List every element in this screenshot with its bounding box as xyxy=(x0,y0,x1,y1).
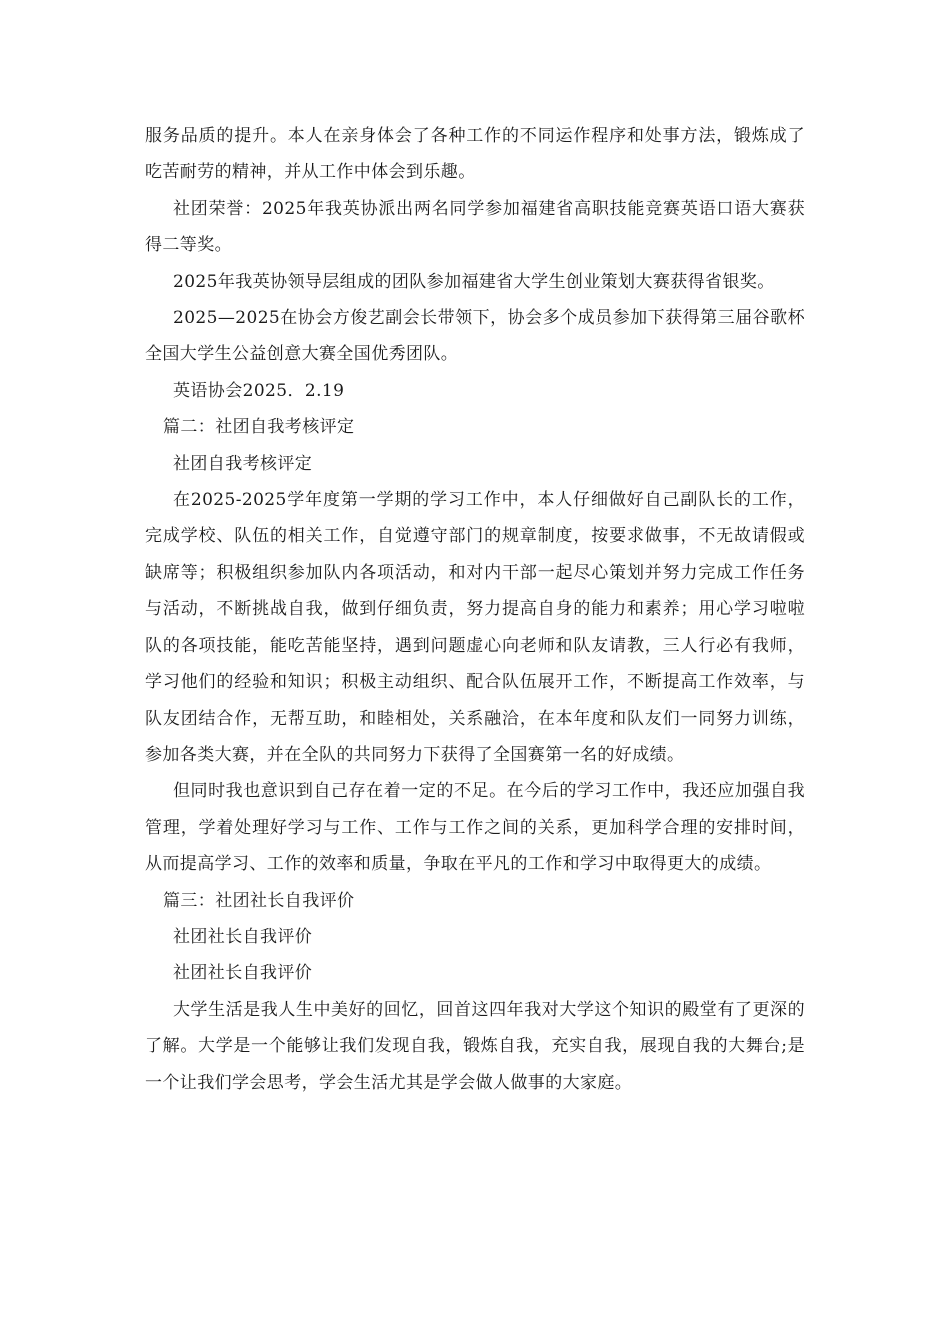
paragraph-service-quality: 服务品质的提升。本人在亲身体会了各种工作的不同运作程序和处事方法，锻炼成了吃苦耐劳的精神，并从工作中体会到乐趣。 xyxy=(145,126,805,183)
section-heading-part-two: 篇二：社团自我考核评定 xyxy=(163,417,355,438)
section-heading-part-three: 篇三：社团社长自我评价 xyxy=(163,890,355,911)
paragraph-shortcomings: 但同时我也意识到自己存在着一定的不足。在今后的学习工作中，我还应加强自我管理，学着处理好学习与工作、工作与工作之间的关系，更加科学合理的安排时间，从而提高学习、工作的效率和质量，争取在平凡的工作和学习中取得更大的成绩。 xyxy=(145,781,805,875)
paragraph-club-honors: 社团荣誉：2025年我英协派出两名同学参加福建省高职技能竞赛英语口语大赛获得二等奖。 xyxy=(145,198,805,256)
document-body xyxy=(145,118,805,1101)
paragraph-university-life: 大学生活是我人生中美好的回忆，回首这四年我对大学这个知识的殿堂有了更深的了解。大学是一个能够让我们发现自我，锻炼自我，充实自我，展现自我的大舞台;是一个让我们学会思考，学会生活尤其是学会做人做事的大家庭。 xyxy=(145,999,805,1093)
paragraph-google-cup: 2025—2025在协会方俊艺副会长带领下，协会多个成员参加下获得第三届谷歌杯全国大学生公益创意大赛全国优秀团队。 xyxy=(145,308,805,365)
section-title-self-assessment: 社团自我考核评定 xyxy=(173,453,313,474)
section-title-president-evaluation: 社团社长自我评价 xyxy=(173,926,313,947)
paragraph-silver-award: 2025年我英协领导层组成的团队参加福建省大学生创业策划大赛获得省银奖。 xyxy=(173,271,775,292)
section-subtitle-president-evaluation: 社团社长自我评价 xyxy=(173,963,313,984)
paragraph-work-summary: 在2025-2025学年度第一学期的学习工作中，本人仔细做好自己副队长的工作，完成学校、队伍的相关工作，自觉遵守部门的规章制度，按要求做事，不无故请假或缺席等；积极组织参加队内各项活动，和对内干部一起尽心策划并努力完成工作任务与活动，不断挑战自我，做到仔细负责，努力提高自身的能力和素养；用心学习啦啦队的各项技能，能吃苦能坚持，遇到问题虚心向老师和队友请教，三人行必有我师，学习他们的经验和知识；积极主动组织、配合队伍展开工作，不断提高工作效率，与队友团结合作，无帮互助，和睦相处，关系融洽，在本年度和队友们一同努力训练，参加各类大赛，并在全队的共同努力下获得了全国赛第一名的好成绩。 xyxy=(145,490,805,765)
signature-date: 英语协会2025．2.19 xyxy=(173,380,345,401)
